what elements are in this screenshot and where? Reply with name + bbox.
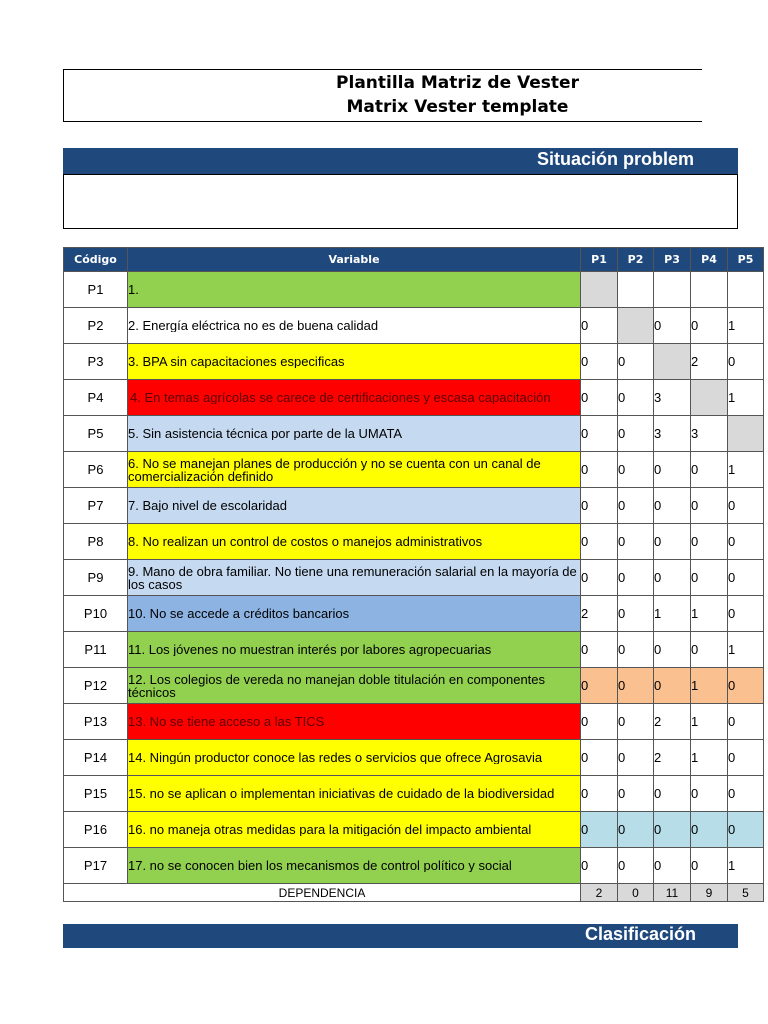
- variable-text: 16. no maneja otras medidas para la mitigación del impacto ambiental: [128, 823, 532, 836]
- cell-p1[interactable]: 0: [581, 848, 618, 884]
- row-variable[interactable]: [128, 632, 581, 668]
- cell-p5[interactable]: 0: [728, 704, 764, 740]
- cell-p2[interactable]: 0: [618, 524, 654, 560]
- title-box: [63, 69, 702, 122]
- cell-p2[interactable]: 0: [618, 740, 654, 776]
- cell-p5[interactable]: 0: [728, 488, 764, 524]
- cell-p1[interactable]: 0: [581, 632, 618, 668]
- cell-p4[interactable]: 0: [691, 524, 728, 560]
- row-variable[interactable]: [128, 272, 581, 308]
- cell-p1[interactable]: 0: [581, 704, 618, 740]
- cell-p2[interactable]: 0: [618, 704, 654, 740]
- row-variable[interactable]: [128, 344, 581, 380]
- row-variable[interactable]: [128, 452, 581, 488]
- table-row: [64, 812, 764, 848]
- cell-p3[interactable]: 0: [654, 308, 691, 344]
- variable-text: 17. no se conocen bien los mecanismos de control político y social: [128, 859, 512, 872]
- cell-p5[interactable]: 1: [728, 308, 764, 344]
- dependency-p4: 9: [691, 884, 728, 902]
- cell-p1[interactable]: 0: [581, 812, 618, 848]
- cell-p4[interactable]: [691, 380, 728, 416]
- variable-text: 4. En temas agrícolas se carece de certificaciones y escasa capacitación: [130, 391, 551, 404]
- cell-p1[interactable]: 0: [581, 560, 618, 596]
- cell-p3[interactable]: 3: [654, 416, 691, 452]
- cell-p2[interactable]: 0: [618, 416, 654, 452]
- cell-p3[interactable]: 0: [654, 668, 691, 704]
- header-p3: P3: [654, 248, 691, 272]
- cell-p4[interactable]: 0: [691, 632, 728, 668]
- cell-p5[interactable]: 0: [728, 812, 764, 848]
- table-row: [64, 668, 764, 704]
- table-row: [64, 488, 764, 524]
- dependency-row: [64, 884, 764, 902]
- cell-p4[interactable]: 0: [691, 488, 728, 524]
- row-variable[interactable]: [128, 740, 581, 776]
- cell-p2[interactable]: 0: [618, 596, 654, 632]
- table-row: [64, 560, 764, 596]
- variable-text: 15. no se aplican o implementan iniciativas de cuidado de la biodiversidad: [128, 787, 555, 800]
- situation-text-box[interactable]: [63, 174, 738, 229]
- cell-p2[interactable]: 0: [618, 452, 654, 488]
- header-code: Código: [64, 248, 128, 272]
- row-variable[interactable]: [128, 704, 581, 740]
- cell-p3[interactable]: 0: [654, 776, 691, 812]
- cell-p4[interactable]: 0: [691, 776, 728, 812]
- cell-p1[interactable]: 0: [581, 308, 618, 344]
- row-code: P12: [64, 668, 128, 704]
- cell-p4[interactable]: 1: [691, 596, 728, 632]
- header-p5: P5: [728, 248, 764, 272]
- variable-text: 12. Los colegios de vereda no manejan doble titulación en componentes técnicos: [128, 672, 546, 699]
- table-row: [64, 632, 764, 668]
- row-code: P16: [64, 812, 128, 848]
- cell-p2[interactable]: 0: [618, 344, 654, 380]
- row-code: P1: [64, 272, 128, 308]
- cell-p1[interactable]: 0: [581, 416, 618, 452]
- cell-p4[interactable]: 2: [691, 344, 728, 380]
- table-row: [64, 596, 764, 632]
- table-row: [64, 416, 764, 452]
- row-code: P5: [64, 416, 128, 452]
- variable-text: 5. Sin asistencia técnica por parte de la UMATA: [128, 427, 403, 440]
- cell-p3[interactable]: 1: [654, 596, 691, 632]
- row-variable[interactable]: [128, 308, 581, 344]
- cell-p1[interactable]: 0: [581, 740, 618, 776]
- cell-p1[interactable]: 0: [581, 524, 618, 560]
- row-code: P6: [64, 452, 128, 488]
- cell-p3[interactable]: 0: [654, 812, 691, 848]
- cell-p5[interactable]: 0: [728, 524, 764, 560]
- variable-text: 7. Bajo nivel de escolaridad: [128, 499, 287, 512]
- cell-p3[interactable]: 2: [654, 740, 691, 776]
- row-code: P9: [64, 560, 128, 596]
- row-variable[interactable]: [128, 776, 581, 812]
- vester-matrix-table: [63, 247, 764, 902]
- variable-text: 1.: [128, 283, 139, 296]
- row-code: P17: [64, 848, 128, 884]
- cell-p5[interactable]: 0: [728, 560, 764, 596]
- variable-text: 8. No realizan un control de costos o manejos administrativos: [128, 535, 483, 548]
- header-p2: P2: [618, 248, 654, 272]
- title-english: Matrix Vester template: [346, 97, 569, 117]
- classification-band-label: Clasificación: [585, 924, 697, 944]
- table-row: [64, 740, 764, 776]
- cell-p5[interactable]: 0: [728, 596, 764, 632]
- cell-p2[interactable]: 0: [618, 380, 654, 416]
- cell-p3[interactable]: [654, 272, 691, 308]
- cell-p1[interactable]: 0: [581, 380, 618, 416]
- row-code: P2: [64, 308, 128, 344]
- cell-p2[interactable]: [618, 308, 654, 344]
- dependency-label: DEPENDENCIA: [64, 884, 581, 902]
- cell-p3[interactable]: 2: [654, 704, 691, 740]
- cell-p2[interactable]: 0: [618, 560, 654, 596]
- table-header-row: [64, 248, 764, 272]
- row-variable[interactable]: [128, 596, 581, 632]
- situation-band: [63, 148, 738, 174]
- dependency-p5: 5: [728, 884, 764, 902]
- row-code: P15: [64, 776, 128, 812]
- header-variable: Variable: [128, 248, 581, 272]
- variable-text: 10. No se accede a créditos bancarios: [128, 607, 350, 620]
- cell-p5[interactable]: [728, 272, 764, 308]
- table-row: [64, 308, 764, 344]
- cell-p1[interactable]: 0: [581, 488, 618, 524]
- variable-text: 3. BPA sin capacitaciones especificas: [128, 355, 345, 368]
- cell-p3[interactable]: 0: [654, 848, 691, 884]
- cell-p4[interactable]: [691, 272, 728, 308]
- cell-p5[interactable]: 1: [728, 380, 764, 416]
- cell-p1[interactable]: 0: [581, 344, 618, 380]
- cell-p3[interactable]: 0: [654, 488, 691, 524]
- cell-p5[interactable]: 1: [728, 632, 764, 668]
- classification-band: [63, 924, 738, 948]
- variable-text: 11. Los jóvenes no muestran interés por labores agropecuarias: [128, 643, 492, 656]
- row-code: P4: [64, 380, 128, 416]
- cell-p5[interactable]: [728, 416, 764, 452]
- cell-p2[interactable]: 0: [618, 812, 654, 848]
- row-variable[interactable]: [128, 416, 581, 452]
- variable-text: 2. Energía eléctrica no es de buena calidad: [128, 319, 379, 332]
- cell-p3[interactable]: 0: [654, 524, 691, 560]
- title-spanish: Plantilla Matriz de Vester: [336, 73, 579, 93]
- cell-p1[interactable]: 0: [581, 668, 618, 704]
- row-code: P8: [64, 524, 128, 560]
- cell-p4[interactable]: 3: [691, 416, 728, 452]
- row-variable[interactable]: [128, 488, 581, 524]
- table-row: [64, 452, 764, 488]
- cell-p2[interactable]: 0: [618, 848, 654, 884]
- cell-p4[interactable]: 0: [691, 452, 728, 488]
- row-variable[interactable]: [128, 524, 581, 560]
- cell-p1[interactable]: 0: [581, 776, 618, 812]
- row-code: P7: [64, 488, 128, 524]
- cell-p3[interactable]: 3: [654, 380, 691, 416]
- cell-p5[interactable]: 1: [728, 848, 764, 884]
- table-row: [64, 272, 764, 308]
- cell-p5[interactable]: 0: [728, 344, 764, 380]
- cell-p5[interactable]: 0: [728, 776, 764, 812]
- header-p1: P1: [581, 248, 618, 272]
- cell-p3[interactable]: [654, 344, 691, 380]
- cell-p2[interactable]: 0: [618, 668, 654, 704]
- table-row: [64, 344, 764, 380]
- cell-p4[interactable]: 0: [691, 308, 728, 344]
- variable-text: 6. No se manejan planes de producción y no se cuenta con un canal de comercialización definido: [128, 456, 541, 483]
- cell-p3[interactable]: 0: [654, 560, 691, 596]
- cell-p1[interactable]: 0: [581, 452, 618, 488]
- variable-text: 13. No se tiene acceso a las TICS: [128, 715, 325, 728]
- table-row: [64, 704, 764, 740]
- row-variable[interactable]: [128, 812, 581, 848]
- cell-p2[interactable]: 0: [618, 776, 654, 812]
- dependency-p2: 0: [618, 884, 654, 902]
- cell-p4[interactable]: 0: [691, 560, 728, 596]
- cell-p1[interactable]: [581, 272, 618, 308]
- row-code: P3: [64, 344, 128, 380]
- cell-p3[interactable]: 0: [654, 632, 691, 668]
- cell-p1[interactable]: 2: [581, 596, 618, 632]
- dependency-p3: 11: [654, 884, 691, 902]
- cell-p5[interactable]: 0: [728, 740, 764, 776]
- situation-band-label: Situación problem: [537, 149, 695, 169]
- cell-p4[interactable]: 0: [691, 848, 728, 884]
- cell-p3[interactable]: 0: [654, 452, 691, 488]
- header-p4: P4: [691, 248, 728, 272]
- variable-text: 14. Ningún productor conoce las redes o servicios que ofrece Agrosavia: [128, 751, 543, 764]
- row-variable[interactable]: [128, 380, 581, 416]
- cell-p2[interactable]: 0: [618, 488, 654, 524]
- cell-p4[interactable]: 1: [691, 704, 728, 740]
- row-code: P11: [64, 632, 128, 668]
- row-variable[interactable]: [128, 668, 581, 704]
- table-row: [64, 524, 764, 560]
- row-code: P10: [64, 596, 128, 632]
- row-variable[interactable]: [128, 560, 581, 596]
- cell-p2[interactable]: [618, 272, 654, 308]
- dependency-p1: 2: [581, 884, 618, 902]
- cell-p4[interactable]: 1: [691, 668, 728, 704]
- row-code: P13: [64, 704, 128, 740]
- cell-p2[interactable]: 0: [618, 632, 654, 668]
- variable-text: 9. Mano de obra familiar. No tiene una remuneración salarial en la mayoría de los casos: [128, 564, 577, 591]
- table-row: [64, 776, 764, 812]
- row-code: P14: [64, 740, 128, 776]
- cell-p5[interactable]: 0: [728, 668, 764, 704]
- cell-p4[interactable]: 0: [691, 812, 728, 848]
- row-variable[interactable]: [128, 848, 581, 884]
- table-row: [64, 380, 764, 416]
- cell-p5[interactable]: 1: [728, 452, 764, 488]
- cell-p4[interactable]: 1: [691, 740, 728, 776]
- table-row: [64, 848, 764, 884]
